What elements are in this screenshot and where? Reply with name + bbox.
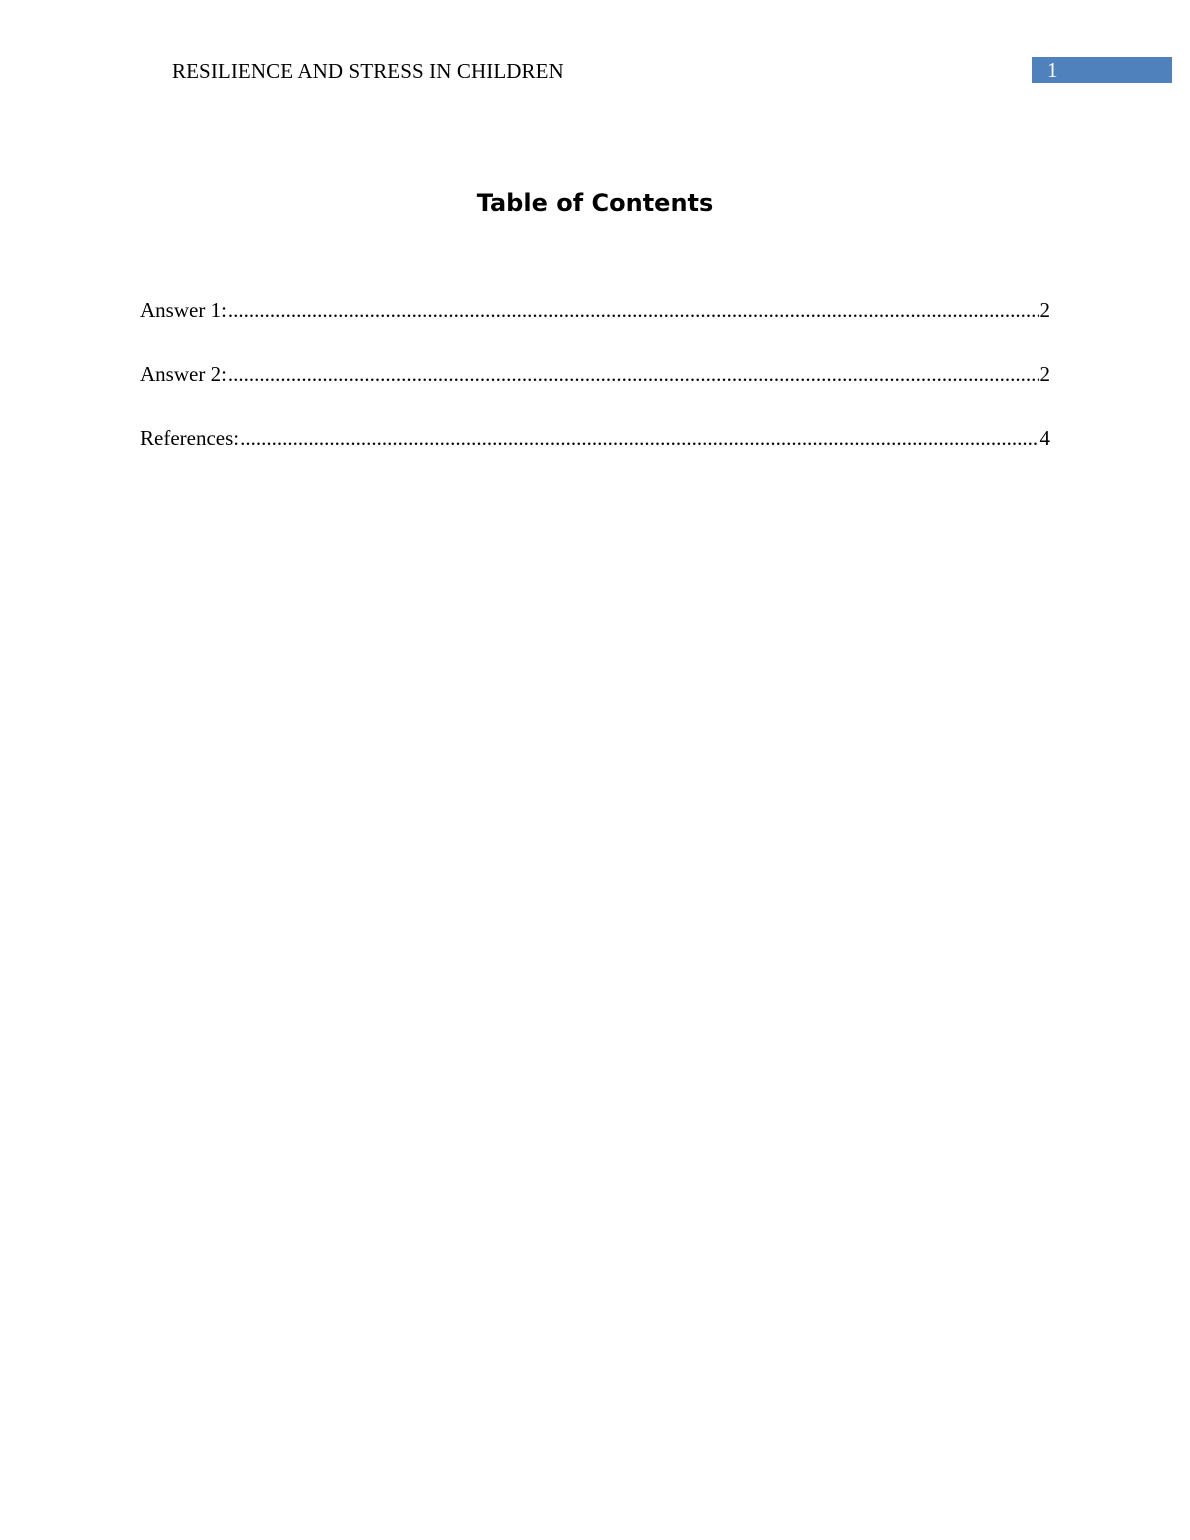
toc-dot-leader (240, 423, 1038, 453)
toc-dot-leader (228, 359, 1039, 389)
toc-entry-references[interactable] (140, 423, 1050, 487)
toc-list (140, 295, 1050, 487)
toc-entry-label: Answer 1: (140, 298, 227, 322)
running-head: RESILIENCE AND STRESS IN CHILDREN (172, 59, 564, 83)
toc-entry-label: Answer 2: (140, 362, 227, 386)
toc-entry-page: 4 (1039, 426, 1050, 450)
toc-entry-label: References: (140, 426, 240, 450)
toc-entry-page: 2 (1039, 298, 1050, 322)
toc-entry-page: 2 (1039, 362, 1050, 386)
page-number: 1 (1047, 58, 1058, 82)
page-number-box (1032, 57, 1172, 83)
toc-title: Table of Contents (476, 189, 714, 217)
toc-entry-answer-1[interactable] (140, 295, 1050, 359)
toc-entry-answer-2[interactable] (140, 359, 1050, 423)
toc-dot-leader (228, 295, 1039, 325)
